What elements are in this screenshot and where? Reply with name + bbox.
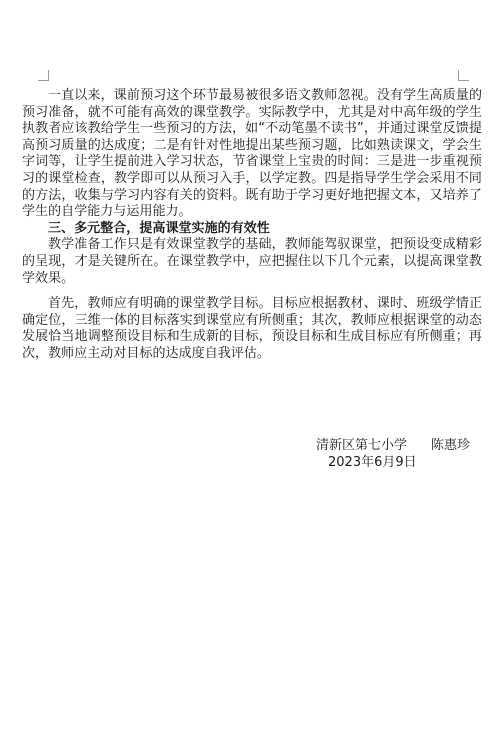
section-heading: 三、多元整合，提高课堂实施的有效性 (48, 220, 270, 236)
paragraph-teaching-prep: 教学准备工作只是有效课堂教学的基础，教师能驾驭课堂，把预设变成精彩的呈现，才是关键所在。在课堂教学中，应把握住以下几个元素，以提高课堂教学效果。 (22, 237, 482, 286)
signature-date-line (300, 454, 490, 471)
signature-block (300, 437, 490, 471)
signature-date: 2023年6月9日 (328, 455, 417, 470)
margin-corner-mark-top-right (458, 70, 469, 81)
margin-corner-mark-top-left (38, 70, 49, 81)
document-body (22, 88, 482, 363)
signature-school: 清新区第七小学 (316, 438, 408, 453)
paragraph-teaching-goals: 首先，教师应有明确的课堂教学目标。目标应根据教材、课时、班级学情正确定位，三维一体的目标落实到课堂应有所侧重；其次，教师应根据课堂的动态发展恰当地调整预设目标和生成新的目标，预设目标和生成目标应有所侧重；再次，教师应主动对目标的达成度自我评估。 (22, 296, 482, 361)
signature-line (300, 437, 490, 454)
paragraph-preview: 一直以来，课前预习这个环节最易被很多语文教师忽视。没有学生高质量的预习准备，就不可能有高效的课堂教学。实际教学中，尤其是对中高年级的学生执教者应该教给学生一些预习的方法，如“不动笔墨不读书”，并通过课堂反馈提高预习质量的达成度；二是有针对性地提出某些预习题，比如熟读课文，学会生字词等，让学生提前进入学习状态，节省课堂上宝贵的时间：三是进一步重视预习的课堂检查，教学即可以从预习入手，以学定教。四是指导学生学会采用不同的方法，收集与学习内容有关的资料。既有助于学习更好地把握文本，又培养了学生的自学能力与运用能力。 (22, 88, 482, 220)
signature-name: 陈惠珍 (431, 438, 471, 453)
